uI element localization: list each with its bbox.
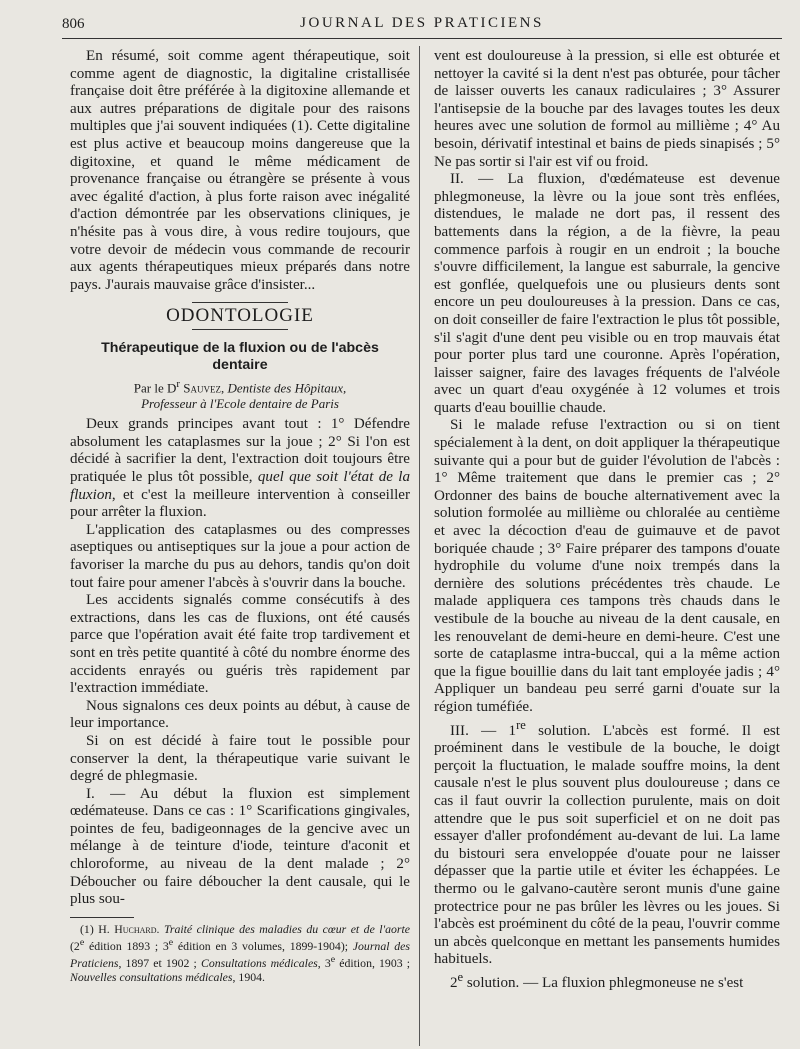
section-heading: ODONTOLOGIE	[166, 305, 314, 327]
footnote-text	[70, 922, 410, 984]
paragraph-stage-one: I. — Au début la fluxion est simplement œdémateuse. Dans ce cas : 1° Scarifications gingivales, pointes de feu, badigeonnages de la gencive avec un mélange à de teinture d'iode, teinture d'aconit et chloroforme, au niveau de la dent malade ; 2° Déboucher ou faire déboucher la dent causale, qui le plus sou-	[70, 785, 410, 908]
page-number: 806	[62, 16, 85, 32]
author-title: Dentiste des Hôpitaux,	[227, 380, 347, 396]
principles-italic: quel que soit l'état de la fluxion	[70, 469, 410, 503]
second-solution-sup: e	[457, 969, 464, 984]
fn-part: .	[156, 921, 164, 936]
section-rule-bottom	[192, 329, 288, 330]
fn-sup: e	[168, 936, 174, 948]
author-name: Sauvez	[183, 380, 221, 396]
paragraph-cataplasms: L'application des cataplasmes ou des compresses aseptiques ou antiseptiques sur la joue a pour action de favoriser la marche du pus au dehors, tandis qu'on doit tout faire pour amener l'abcès à s'ouvrir dans la bouche.	[70, 521, 410, 591]
paragraph-stage-three	[434, 717, 780, 969]
byline-prefix: Par le D	[133, 380, 177, 396]
column-divider	[419, 46, 420, 1046]
intro-paragraph: En résumé, soit comme agent thérapeutique, soit comme agent de diagnostic, la digitaline cristallisée française doit être préférée à la digitoxine allemande et aux autres préparations de digitale pour des raisons multiples que j'ai souvent indiquées (1). Cette digitaline est plus active et beaucoup moins dangereuse que la digitoxine, et quand le même médicament de provenance française ou étrangère se présente à vous avec égalité d'action, à plus forte raison avec inégalité d'action démontrée par les observations cliniques, je n'hésite pas à vous dire, à vous redire toujours, que votre devoir de médecin vous commande de recourir aux agents thérapeutiques mieux préparés dans notre pays. J'aurais mauvaise grâce d'insister...	[70, 48, 410, 293]
stage-three-a: III. — 1	[450, 722, 517, 739]
paragraph-accidents: Les accidents signalés comme consécutifs à des extractions, dans les cas de fluxions, ont été causés parce que l'opération avait été faite trop tardivement et sont en très petite quantité à côté du nombre énorme des accidents enrayés ou guéris très rapidement par l'extraction immédiate.	[70, 592, 410, 697]
paragraph-refusal: Si le malade refuse l'extraction ou si on tient spécialement à la dent, on doit appliquer la thérapeutique suivante qui a pour but de guider l'évolution de l'abcès : 1° Même traitement que dans le premier cas ; 2° Ordonner des bains de bouche alternativement avec la solution formolée au millième ou chloralée au centième et avec la décoction d'eau de guimauve et de pavot boriquée chaude ; 3° Faire préparer des tampons d'ouate hydrophile du volume d'une noix trempés dans la dernière des solutions précédentes très chaude. Le malade appliquera ces tampons très chauds dans le vestibule de la bouche au niveau de la dent causale, en les renouvelant de demi-heure en demi-heure. C'est une sorte de cataplasme intra-buccal, qui a la même action que la figue bouillie dans du lait tant employée jadis ; 4° Appliquer un bandeau peu serré garni d'ouate sur la région tuméfiée.	[434, 417, 780, 715]
footnote-rule	[70, 917, 134, 918]
article-title: Thérapeutique de la fluxion ou de l'abcès dentaire	[101, 339, 379, 373]
fn-part: édition 1893 ; 3	[84, 938, 169, 953]
fn-part: , 1904.	[232, 969, 265, 984]
fn-part: édition en 3 volumes, 1899-1904);	[173, 938, 353, 953]
fn-part: (1) H.	[80, 921, 115, 936]
fn-part: (2	[70, 938, 80, 953]
stage-three-sup: re	[516, 717, 526, 732]
fn-sup: e	[330, 953, 336, 965]
fn-title: Consultations médicales	[200, 955, 318, 970]
second-solution-b: solution. — La fluxion phlegmoneuse ne s'est	[463, 974, 744, 991]
fn-title: Nouvelles consultations médicales	[70, 969, 233, 984]
footnote	[70, 922, 410, 984]
left-column	[70, 48, 410, 984]
second-solution-a: 2	[450, 974, 458, 991]
byline: Par le $D^r$ Sauvez, Dentiste des Hôpitaux,	[133, 377, 347, 396]
principles-text-a: Deux grands principes avant tout : 1° Défendre absolument les cataplasmes sur la joue ; 2° Si l'on est décidé à sacrifier la dent, l'extraction doit toujours être pratiquée le plus tôt possible,	[70, 416, 410, 486]
paragraph-second-solution	[434, 969, 780, 993]
page-header	[62, 10, 782, 39]
paragraph-continuation: vent est douloureuse à la pression, si elle est obturée et nettoyer la cavité si la dent n'est pas obturée, pour tâcher de laisser ouverts les canaux radiculaires ; 3° Assurer l'antisepsie de la bouche par des lavages toutes les deux heures avec une solution de formol au millième ; 4° Au besoin, dérivatif intestinal et bains de pieds sinapisés ; 5° Ne pas sortir si l'air est vif ou froid.	[434, 48, 780, 170]
section-rule-top	[192, 302, 288, 303]
fn-title: Journal des Praticiens	[70, 938, 410, 970]
author-affiliation: Professeur à l'Ecole dentaire de Paris	[141, 396, 339, 412]
byline-sup: r	[176, 377, 180, 390]
journal-title: JOURNAL DES PRATICIENS	[300, 15, 544, 31]
fn-author: Huchard	[114, 921, 157, 936]
fn-sup: e	[79, 936, 85, 948]
fn-part: édition, 1903 ;	[335, 955, 411, 970]
paragraph-conserve: Si on est décidé à faire tout le possible pour conserver la dent, la thérapeutique varie suivant le degré de phlegmasie.	[70, 732, 410, 785]
principles-text-b: , et c'est la meilleure intervention à conseiller pour arrêter la fluxion.	[70, 486, 410, 521]
paragraph-importance: Nous signalons ces deux points au début, à cause de leur importance.	[70, 697, 410, 732]
fn-part: , 3	[317, 955, 331, 970]
paragraph-principles	[70, 416, 410, 522]
paragraph-stage-two: II. — La fluxion, d'œdémateuse est devenue phlegmoneuse, la lèvre ou la joue sont très enflées, distendues, le malade ne dort pas, il ressent des battements dans la région, a de la fièvre, la peau commence parfois à rougir en un endroit ; la bouche s'ouvre difficilement, la langue est saburrale, la gencive est gonflée, quelquefois une ou plusieurs dents sont encore un peu douloureuses à la pression. Dans ce cas, on doit conseiller de faire l'extraction le plus tôt possible, s'il s'agit d'une dent peu visible ou en trop mauvais état pour porter plus tard une couronne. Après l'opération, laisser saigner, faire des lavages fréquents de l'alvéole avec un quart d'eau oxygénée à 12 volumes et trois quarts d'eau bouillie chaude.	[434, 171, 780, 416]
fn-title: Traité clinique des maladies du cœur et de l'aorte	[163, 921, 411, 936]
right-column	[434, 48, 780, 993]
stage-three-b: solution. L'abcès est formé. Il est proéminent dans le vestibule de la bouche, le doigt perçoit la fluctuation, le malade souffre moins, la dent causale n'est le plus souvent plus douloureuse ; dans ce cas il faut ouvrir la collection purulente, mais on doit attendre que le pus soit superficiel et on ne doit pas essayer d'aller profondément au-devant de lui. La lame du bistouri sera enveloppée d'ouate pour ne laisser dépasser que la partie utile et éviter les échappées. Le thermo ou le galvano-cautère seront munis d'une gaine protectrice pour ne pas brûler les lèvres ou les joues. Si l'abcès est proéminent du côté de la peau, l'ouvrir comme un abcès quelconque en mettant les pansements humides habituels.	[434, 722, 780, 968]
fn-part: , 1897 et 1902 ;	[118, 955, 201, 970]
